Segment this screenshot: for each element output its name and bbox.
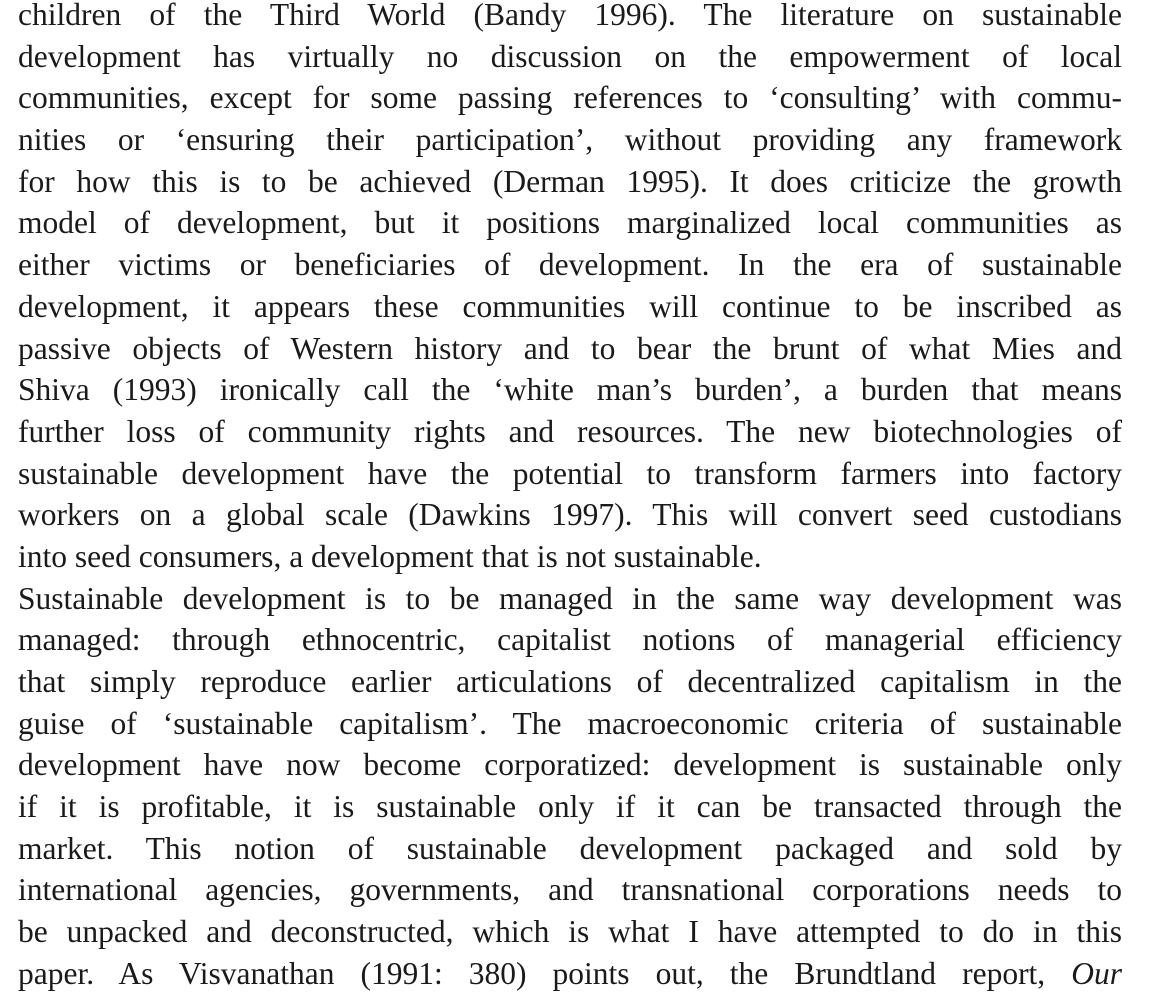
text-line: Sustainable development is to be managed in the same way development was [18, 580, 1122, 616]
paragraph-1 [18, 0, 1122, 578]
text-line: passive objects of Western history and to bear the brunt of what Mies and [18, 330, 1122, 366]
text-line: sustainable development have the potential to transform farmers into factory [18, 455, 1122, 491]
text-line: development has virtually no discussion on the empowerment of local [18, 38, 1122, 74]
text-line [18, 953, 1122, 995]
document-page [18, 0, 1122, 995]
text-line: development have now become corporatized: development is sustainable only [18, 747, 1122, 783]
text-line: international agencies, governments, and transnational corporations needs to [18, 872, 1122, 908]
text-line: development, it appears these communities will continue to be inscribed as [18, 288, 1122, 324]
italic-title-fragment: Our [1071, 955, 1122, 991]
text-line: workers on a global scale (Dawkins 1997). This will convert seed custodians [18, 497, 1122, 533]
text-line: if it is profitable, it is sustainable only if it can be transacted through the [18, 789, 1122, 825]
text-line: market. This notion of sustainable development packaged and sold by [18, 830, 1122, 866]
text-line: either victims or beneficiaries of development. In the era of sustainable [18, 247, 1122, 283]
text-line: nities or ‘ensuring their participation’, without providing any framework [18, 122, 1122, 158]
paragraph-2 [18, 578, 1122, 995]
text-line: children of the Third World (Bandy 1996). The literature on sustainable [18, 0, 1122, 32]
text-line: into seed consumers, a development that is not sustainable. [18, 538, 762, 574]
text-line: model of development, but it positions marginalized local communities as [18, 205, 1122, 241]
text-line: Shiva (1993) ironically call the ‘white man’s burden’, a burden that means [18, 372, 1122, 408]
text-line: further loss of community rights and resources. The new biotechnologies of [18, 413, 1122, 449]
text-line: guise of ‘sustainable capitalism’. The macroeconomic criteria of sustainable [18, 705, 1122, 741]
text-line: managed: through ethnocentric, capitalist notions of managerial efficiency [18, 622, 1122, 658]
text-line: for how this is to be achieved (Derman 1995). It does criticize the growth [18, 163, 1122, 199]
text-line: communities, except for some passing references to ‘consulting’ with commu- [18, 80, 1122, 116]
text-line-content: paper. As Visvanathan (1991: 380) points out, the Brundtland report, [18, 955, 1046, 991]
text-line: that simply reproduce earlier articulations of decentralized capitalism in the [18, 664, 1122, 699]
text-line: be unpacked and deconstructed, which is what I have attempted to do in this [18, 914, 1122, 950]
